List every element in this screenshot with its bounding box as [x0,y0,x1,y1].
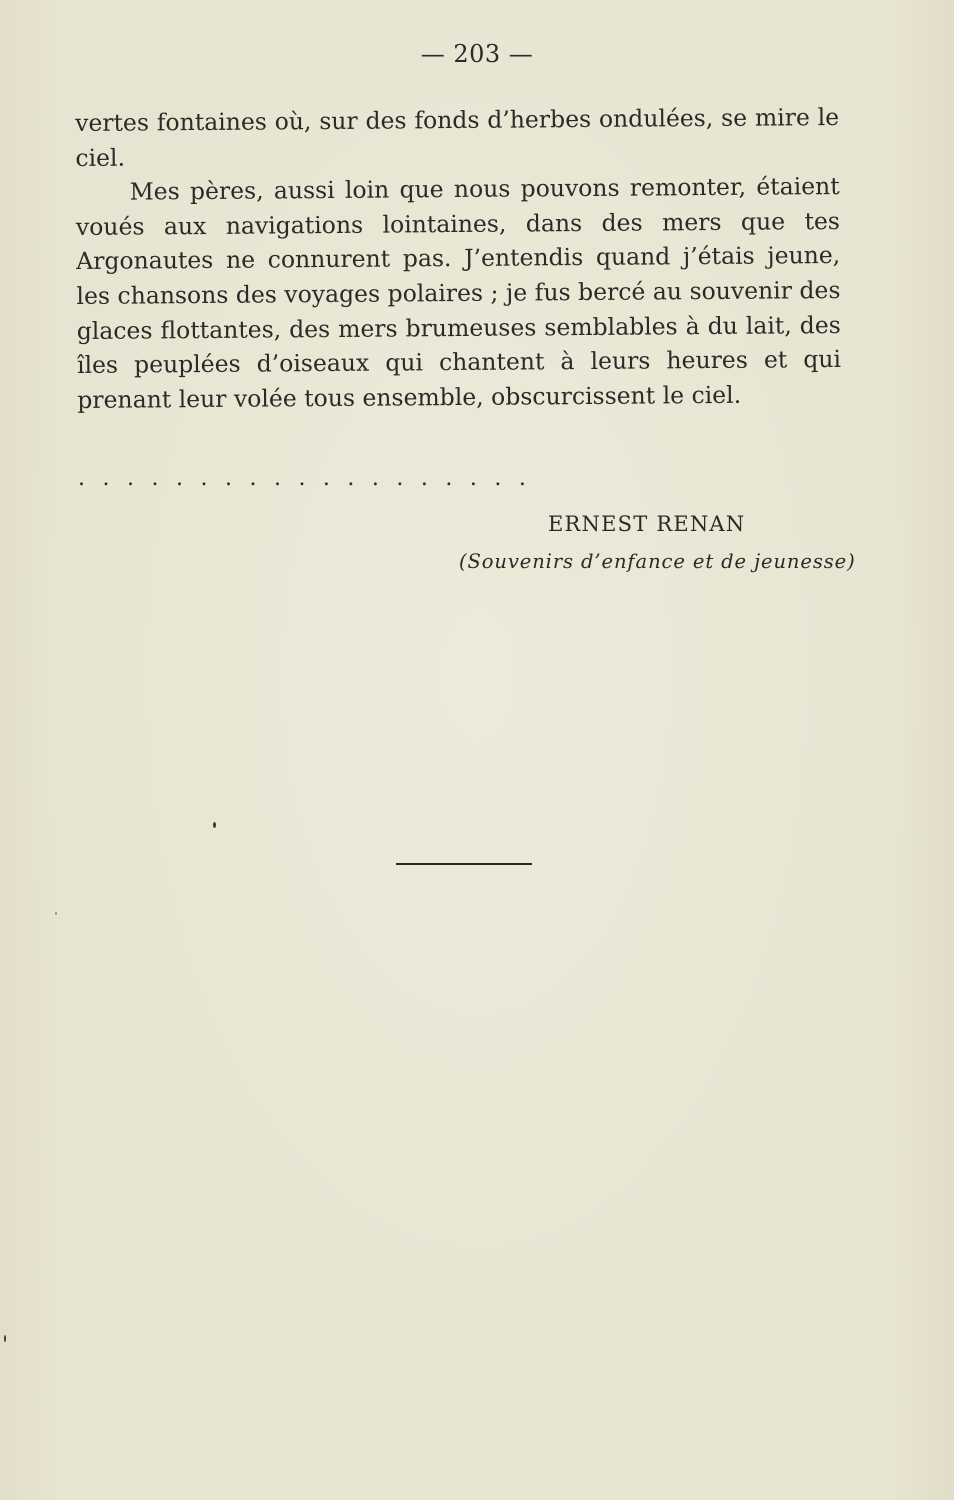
ink-speck [213,822,216,828]
ink-speck [4,1335,6,1342]
body-text [75,100,841,417]
page-number: — 203 — [420,40,534,68]
source-title: (Souvenirs d’enfance et de jeunesse) [459,550,856,573]
ellipsis-line: ................... [78,466,544,491]
paragraph: Mes pères, aussi loin que nous pouvons remonter, étaient voués aux navigations lointaines, dans des mers que tes Argonautes ne connurent pas. J’entendis quand j’étais jeune, les chansons des voyages polaires ; je fus bercé au souvenir des glaces flottantes, des mers brumeuses semblables à du lait, des îles peuplées d’oiseaux qui chantent à leurs heures et qui prenant leur volée tous ensemble, obscurcissent le ciel. [75,172,842,414]
author-name: ERNEST RENAN [548,512,746,536]
ink-speck [55,912,57,915]
closing-rule [396,863,532,865]
paragraph-continuation: vertes fontaines où, sur des fonds d’herbes ondulées, se mire le ciel. [75,102,840,172]
